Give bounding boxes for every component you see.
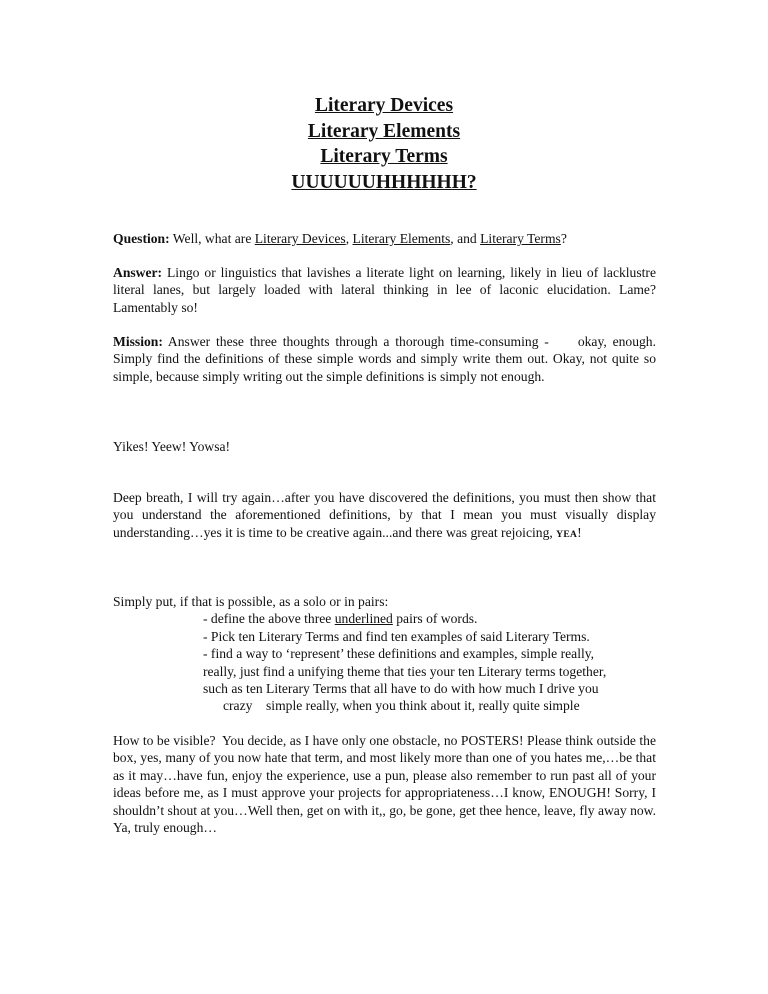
mission-label: Mission: [113, 334, 163, 349]
list-item-text: - define the above three [203, 611, 335, 627]
deep-breath-text: Deep breath, I will try again…after you have discovered the definitions, you must then show that you understand the aforementioned definitions, by that I mean you must visually display understanding…yes it is time to be creative again...and there was great rejoicing, [113, 490, 656, 540]
visible-paragraph: How to be visible? You decide, as I have only one obstacle, no POSTERS! Please think outside the box, yes, many of you now hate that term, and most likely more than one of you hates me,…be that as it may…have fun, enjoy the experience, use a pun, please also remember to run past all of your ideas before me, as I must approve your projects for appropriateness…I know, ENOUGH! Sorry, I shouldn’t shout at you…Well then, get on with it,, go, be gone, get thee hence, leave, fly away now. Ya, truly enough… [113, 733, 670, 836]
title-literary-devices: Literary Devices [314, 95, 454, 116]
question-paragraph [113, 230, 656, 247]
term-literary-devices: Literary Devices [254, 231, 346, 246]
title-block [0, 93, 768, 195]
deep-breath-paragraph [113, 489, 656, 544]
term-literary-elements: Literary Elements [352, 231, 451, 246]
question-end: ? [560, 231, 567, 246]
list-item-represent-line1: - find a way to ‘represent’ these definitions and examples, simple really, [203, 646, 595, 662]
answer-paragraph [113, 264, 656, 316]
title-literary-terms: Literary Terms [320, 146, 448, 167]
question-separator: , and [450, 231, 481, 246]
mission-paragraph [113, 333, 660, 385]
term-literary-terms: Literary Terms [480, 231, 561, 246]
question-separator: , [345, 231, 353, 246]
list-item-define [113, 610, 656, 627]
list-item-pick: - Pick ten Literary Terms and find ten examples of said Literary Terms. [203, 628, 590, 644]
title-exclamation: UUUUUUHHHHHH? [291, 171, 477, 193]
simply-put-block [113, 593, 656, 715]
answer-text: Lingo or linguistics that lavishes a literate light on learning, likely in lieu of lacklustre literal lanes, but largely loaded with lateral thinking in lee of laconic elucidation. Lame? Lamentably so! [113, 265, 656, 315]
list-item-represent-line4: crazy simple really, when you think about it, really quite simple [223, 698, 580, 714]
simply-put-intro: Simply put, if that is possible, as a solo or in pairs: [113, 594, 389, 609]
yea-word: YEA [556, 529, 578, 540]
yikes-line: Yikes! Yeew! Yowsa! [113, 439, 231, 454]
mission-text: Answer these three thoughts through a thorough time-consuming - okay, enough. Simply find the definitions of these simple words and simply write them out. Okay, not quite so simple, because simply writing out the simple definitions is simply not enough. [113, 334, 660, 384]
list-item-represent-line2: really, just find a unifying theme that ties your ten Literary terms together, [203, 663, 607, 679]
deep-breath-end: ! [577, 524, 582, 540]
underlined-word: underlined [334, 611, 393, 627]
question-text: Well, what are [169, 231, 255, 246]
list-item-represent-line3: such as ten Literary Terms that all have to do with how much I drive you [203, 681, 599, 697]
answer-label: Answer: [113, 265, 163, 280]
list-item-text: pairs of words. [392, 611, 478, 627]
question-label: Question: [113, 231, 170, 246]
title-literary-elements: Literary Elements [307, 120, 461, 142]
